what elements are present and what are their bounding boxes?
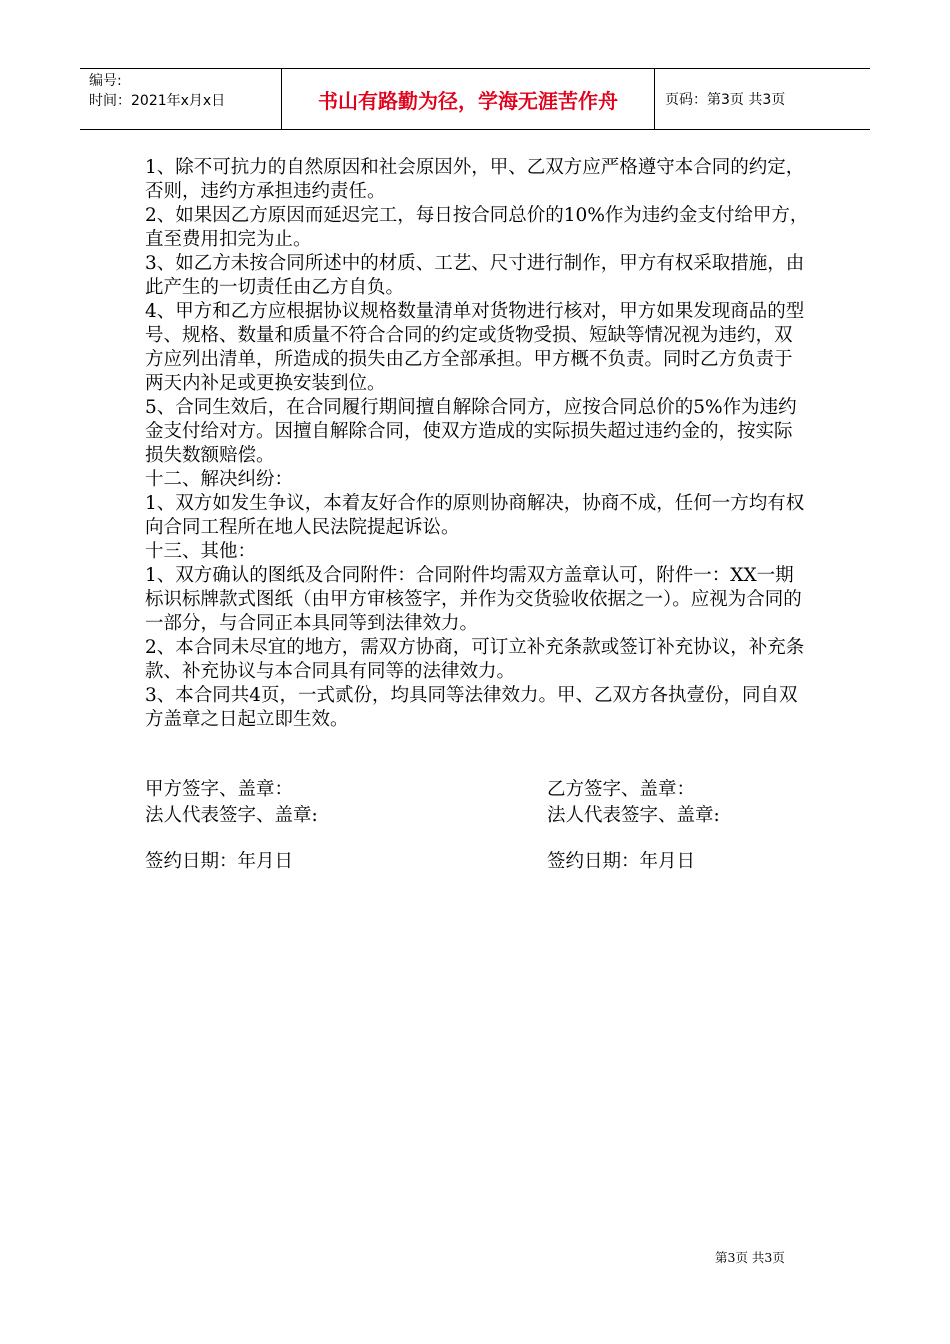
page-header: [80, 68, 870, 130]
legal-rep-row: [145, 803, 810, 829]
document-date-label: 时间：2021年x月x日: [89, 93, 226, 109]
party-a-date-label: 签约日期：年月日: [145, 851, 294, 872]
clause-paragraph: 5、合同生效后，在合同履行期间擅自解除合同方，应按合同总价的5%作为违约金支付给对方。因擅自解除合同，使双方造成的实际损失超过违约金的，按实际损失数额赔偿。: [145, 397, 797, 466]
clause-paragraph: 1、双方如发生争议，本着友好合作的原则协商解决，协商不成，任何一方均有权向合同工程所在地人民法院提起诉讼。: [145, 493, 805, 538]
signature-row: [145, 777, 810, 803]
page-footer-number: 第3页 共3页: [715, 1250, 785, 1265]
header-page-number: 页码：第3页 共3页: [665, 92, 786, 108]
section-heading: 十三、其他：: [145, 541, 257, 562]
clause-paragraph: 4、甲方和乙方应根据协议规格数量清单对货物进行核对，甲方如果发现商品的型号、规格、数量和质量不符合合同的约定或货物受损、短缺等情况视为违约，双方应列出清单，所造成的损失由乙方全部承担。甲方概不负责。同时乙方负责于两天内补足或更换安装到位。: [145, 301, 805, 394]
party-b-date-label: 签约日期：年月日: [547, 851, 696, 872]
clause-paragraph: 1、除不可抗力的自然原因和社会原因外，甲、乙双方应严格遵守本合同的约定，否则，违约方承担违约责任。: [145, 157, 805, 202]
party-a-legal-label: 法人代表签字、盖章:: [145, 805, 318, 826]
party-b-legal-label: 法人代表签字、盖章:: [547, 805, 720, 826]
party-a-sign-label: 甲方签字、盖章：: [145, 779, 294, 800]
document-number-label: 编号:: [89, 73, 122, 89]
contract-body: [145, 156, 810, 732]
header-motto: 书山有路勤为径，学海无涯苦作舟: [282, 69, 655, 129]
clause-paragraph: 2、本合同未尽宜的地方，需双方协商，可订立补充条款或签订补充协议，补充条款、补充协议与本合同具有同等的法律效力。: [145, 637, 805, 682]
section-heading: 十二、解决纠纷：: [145, 469, 294, 490]
clause-paragraph: 1、双方确认的图纸及合同附件：合同附件均需双方盖章认可，附件一：XX一期标识标牌款式图纸（由甲方审核签字，并作为交货验收依据之一）。应视为合同的一部分，与合同正本具同等到法律效力。: [145, 565, 802, 634]
clause-paragraph: 3、本合同共4页，一式贰份，均具同等法律效力。甲、乙双方各执壹份，同自双方盖章之日起立即生效。: [145, 685, 798, 730]
header-meta: [80, 69, 282, 129]
clause-paragraph: 2、如果因乙方原因而延迟完工，每日按合同总价的10%作为违约金支付给甲方，直至费用扣完为止。: [145, 205, 809, 250]
party-b-sign-label: 乙方签字、盖章：: [547, 779, 696, 800]
date-row: [145, 849, 810, 875]
signature-block: [145, 777, 810, 875]
clause-paragraph: 3、如乙方未按合同所述中的材质、工艺、尺寸进行制作，甲方有权采取措施，由此产生的一切责任由乙方自负。: [145, 253, 805, 298]
